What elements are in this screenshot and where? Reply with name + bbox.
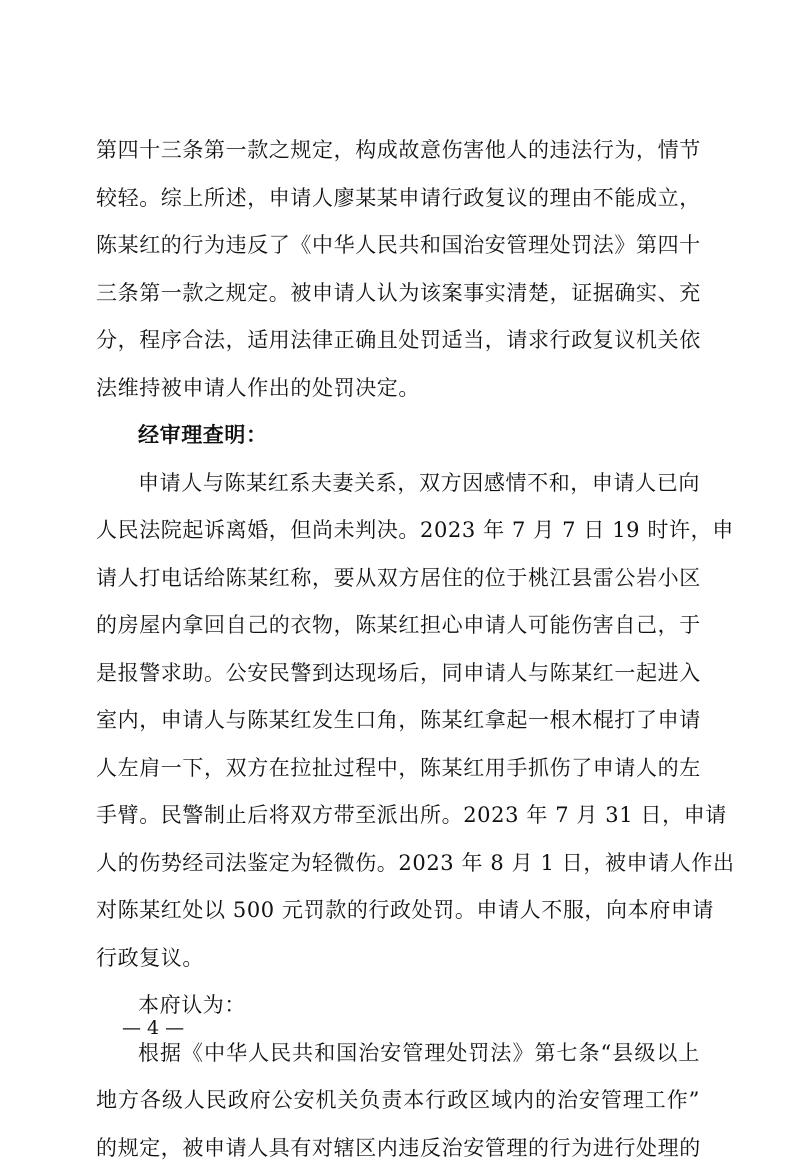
text-line: 行政复议。 — [96, 935, 700, 983]
text-line: 手臂。民警制止后将双方带至派出所。2023 年 7 月 31 日，申请 — [96, 792, 700, 840]
text-line: 的规定，被申请人具有对辖区内违反治安管理的行为进行处理的 — [96, 1125, 700, 1172]
page-number: — 4 — — [122, 1016, 184, 1040]
text-line: 三条第一款之规定。被申请人认为该案事实清楚，证据确实、充 — [96, 270, 700, 318]
text-line: 人左肩一下，双方在拉扯过程中，陈某红用手抓伤了申请人的左 — [96, 745, 700, 793]
text-line: 是报警求助。公安民警到达现场后，同申请人与陈某红一起进入 — [96, 650, 700, 698]
text-line: 法维持被申请人作出的处罚决定。 — [96, 365, 700, 413]
section-heading: 经审理查明： — [96, 412, 700, 460]
text-line: 地方各级人民政府公安机关负责本行政区域内的治安管理工作” — [96, 1077, 700, 1125]
text-line: 根据《中华人民共和国治安管理处罚法》第七条“县级以上 — [96, 1030, 700, 1078]
text-line: 较轻。综上所述，申请人廖某某申请行政复议的理由不能成立， — [96, 175, 700, 223]
text-line: 第四十三条第一款之规定，构成故意伤害他人的违法行为，情节 — [96, 127, 700, 175]
text-line: 对陈某红处以 500 元罚款的行政处罚。申请人不服，向本府申请 — [96, 887, 700, 935]
text-line: 人的伤势经司法鉴定为轻微伤。2023 年 8 月 1 日，被申请人作出 — [96, 840, 700, 888]
text-line: 人民法院起诉离婚，但尚未判决。2023 年 7 月 7 日 19 时许，申 — [96, 507, 700, 555]
text-line: 分，程序合法，适用法律正确且处罚适当，请求行政复议机关依 — [96, 317, 700, 365]
text-line: 申请人与陈某红系夫妻关系，双方因感情不和，申请人已向 — [96, 460, 700, 508]
body-text — [96, 127, 700, 1172]
text-line: 的房屋内拿回自己的衣物，陈某红担心申请人可能伤害自己，于 — [96, 602, 700, 650]
text-line: 陈某红的行为违反了《中华人民共和国治安管理处罚法》第四十 — [96, 222, 700, 270]
text-line: 请人打电话给陈某红称，要从双方居住的位于桃江县雷公岩小区 — [96, 555, 700, 603]
text-line: 室内，申请人与陈某红发生口角，陈某红拿起一根木棍打了申请 — [96, 697, 700, 745]
text-line: 本府认为： — [96, 982, 700, 1030]
